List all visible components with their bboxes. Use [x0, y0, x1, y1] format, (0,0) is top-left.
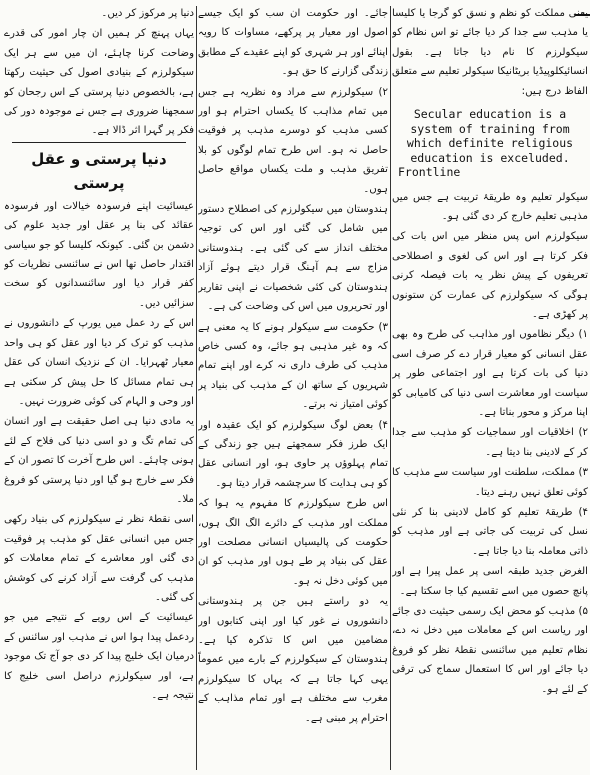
paragraph: اس کے رد عمل میں یورپ کے دانشوروں نے مذہب کو ترک کر دیا اور عقل کو ہی واحد معیار ٹھہرایا۔ ان کے نزدیک انسان کی عقل ہی تمام مسائل کا حل پیش کر سکتی ہے اور وحی و الہام کی کوئی ضرورت نہیں۔ — [4, 318, 194, 407]
column-rule — [196, 6, 197, 770]
paragraph: ۵) مذہب کو محض ایک رسمی حیثیت دی جائے اور ریاست اس کے معاملات میں دخل نہ دے، نظام تعلیم میں سائنسی نقطۂ نظر کو فروغ دیا جائے اور اس کا استعمال سماج کی ترقی کے لئے ہو۔ — [392, 606, 588, 695]
paragraph: دنیا پر مرکوز کر دیں۔ — [101, 8, 194, 19]
column-rule — [390, 6, 391, 770]
paragraph: سیکولرزم اس پس منظر میں اس بات کی فکر کرتا ہے اور اس کی لغوی و اصطلاحی تعریفوں کے پیش نظر یہ بات فیصلہ کرنی ہوگی کہ سیکولرزم کی عمارت کن ستونوں پر کھڑی ہے۔ — [392, 231, 588, 320]
paragraph: سیکولر تعلیم وہ طریقۂ تربیت ہے جس میں مذہبی تعلیم خارج کر دی گئی ہو۔ — [392, 191, 588, 222]
paragraph: عیسائیت کے اس رویے کے نتیجے میں جو ردعمل پیدا ہوا اس نے مذہب اور سائنس کے درمیان ایک خلیج پیدا کر دی جو آج تک موجود ہے، اور سیکولرزم دراصل اسی خلیج کا نتیجہ ہے۔ — [4, 612, 194, 701]
section-heading: دنیا پرستی و عقل پرستی — [31, 149, 167, 192]
paragraph: ۴) طریقۂ تعلیم کو کامل لادینی بنا کر نئی نسل کی تربیت کی جاتی ہے اور مذہب کو ذاتی معاملہ بنا دیا جاتا ہے۔ — [392, 507, 588, 557]
right-column — [392, 4, 588, 772]
paragraph: ۳) مملکت، سلطنت اور سیاست سے مذہب کا کوئی تعلق نہیں رہنے دیتا۔ — [392, 467, 588, 498]
paragraph: الغرض جدید طبقہ اسی پر عمل پیرا ہے اور پانچ حصوں میں اسے تقسیم کیا جا سکتا ہے۔ — [392, 566, 588, 597]
paragraph: ۱) دیگر نظاموں اور مذاہب کی طرح وہ بھی عقل انسانی کو معیار قرار دے کر صرف اسی دنیا کی بات کرتا ہے اور اجتماعی طور پر سیاست اور معاشرت اسی دنیا کی کامیابی کو اپنا مرکز و محور بناتا ہے۔ — [392, 329, 588, 418]
paragraph: جائے۔ اور حکومت ان سب کو ایک جیسے اصول اور معیار پر پرکھے، مساوات کا رویہ اپنائے اور ہر شہری کو اپنے عقیدے کے مطابق زندگی گزارنے کا حق ہو۔ — [198, 8, 388, 78]
paragraph: یہاں پہنچ کر ہمیں ان چار امور کی قدرے وضاحت کرنا چاہئے، ان میں سے ہر ایک سیکولرزم کے بنیادی اصول کی حیثیت رکھتا ہے، بالخصوص دنیا پرستی کے اس رجحان کو سمجھنا ضروری ہے جس نے موجودہ دور کی فکر پر گہرا اثر ڈالا ہے۔ — [4, 28, 194, 137]
paragraph: ۲) سیکولرزم سے مراد وہ نظریہ ہے جس میں تمام مذاہب کا یکساں احترام ہو اور کسی مذہب کو دوسرے مذہب پر فوقیت حاصل نہ ہو۔ اس طرح تمام لوگوں کو بلا تفریق مذہب و ملت یکساں مواقع حاصل ہوں۔ — [198, 86, 388, 195]
paragraph: عیسائیت اپنے فرسودہ خیالات اور فرسودہ عقائد کی بنا پر عقل اور جدید علوم کی دشمن بن گئی۔ کیونکہ کلیسا کو جو سیاسی اقتدار حاصل تھا اس نے سائنسی نظریات کو کفر قرار دیا اور سائنسدانوں کو سخت سزائیں دیں۔ — [4, 200, 194, 309]
paragraph: ۲) اخلاقیات اور سماجیات کو مذہب سے جدا کر کے لادینی بنا دیتا ہے۔ — [392, 427, 588, 458]
paragraph: ۴) بعض لوگ سیکولرزم کو ایک عقیدہ اور ایک طرز فکر سمجھتے ہیں جو زندگی کے تمام پہلوؤں پر حاوی ہو، اور انسانی عقل کو ہی ہدایت کا سرچشمہ قرار دیتا ہو۔ — [198, 419, 388, 489]
middle-column — [198, 4, 388, 772]
paragraph: ہندوستان میں سیکولرزم کی اصطلاح دستور میں شامل کی گئی اور اس کی توجیہ مختلف انداز سے کی گئی ہے۔ ہندوستانی مزاج سے ہم آہنگ قرار دیتے ہوئے آزاد ہندوستان کی کئی شخصیات نے اپنی تقاریر اور تحریروں میں اس کی وضاحت کی ہے۔ — [198, 204, 388, 313]
heading-divider — [12, 142, 186, 143]
paragraph: اس طرح سیکولرزم کا مفہوم یہ ہوا کہ مملکت اور مذہب کے دائرے الگ الگ ہوں، حکومت کی پالیسیاں انسانی مصلحت اور عقل کی بنیاد پر طے ہوں اور مذہب کو ان میں کوئی دخل نہ ہو۔ — [198, 498, 388, 587]
paragraph: یہ دو راستے ہیں جن پر ہندوستانی دانشوروں نے غور کیا اور اپنی کتابوں اور مضامین میں اس کا تذکرہ کیا ہے۔ ہندوستان کے سیکولرزم کے بارے میں عموماً یہی کہا جاتا ہے کہ یہاں کا سیکولرزم مغرب سے مختلف ہے اور تمام مذاہب کے احترام پر مبنی ہے۔ — [198, 596, 388, 724]
quote-source: Frontline — [398, 165, 461, 180]
paragraph: یعنی مملکت کو نظم و نسق کو گرجا یا کلیسا یا مذہب سے جدا کر دیا جائے تو اس نظام کو سیکولرزم کا نام دیا جاتا ہے۔ بقول انسائیکلوپیڈیا بریٹانیکا سیکولر تعلیم سے متعلق الفاظ درج ہیں: — [392, 8, 588, 97]
left-column — [4, 4, 194, 772]
paragraph: اسی نقطۂ نظر نے سیکولرزم کی بنیاد رکھی جس میں انسانی عقل کو مذہب پر فوقیت دی گئی اور معاشرے کے تمام معاملات کو مذہب کی گرفت سے آزاد کرنے کی کوشش کی گئی۔ — [4, 514, 194, 603]
quote-text: Secular education is a system of training from which definite religious education is exceluded. — [406, 107, 574, 165]
paragraph: ۳) حکومت سے سیکولر ہونے کا یہ معنی ہے کہ وہ غیر مذہبی ہو جائے، وہ کسی خاص مذہب کی طرف داری نہ کرے اور اپنے تمام شہریوں کے ساتھ ان کے مذہب کی بنیاد پر کوئی امتیاز نہ برتے۔ — [198, 321, 388, 411]
paragraph: یہ مادی دنیا ہی اصل حقیقت ہے اور انسان کی تمام تگ و دو اسی دنیا کی فلاح کے لئے ہونی چاہئے۔ اس طرح آخرت کا تصور ان کے فکر سے خارج ہو گیا اور دنیا پرستی کو فروغ ملا۔ — [4, 416, 194, 505]
english-quote — [392, 105, 588, 182]
